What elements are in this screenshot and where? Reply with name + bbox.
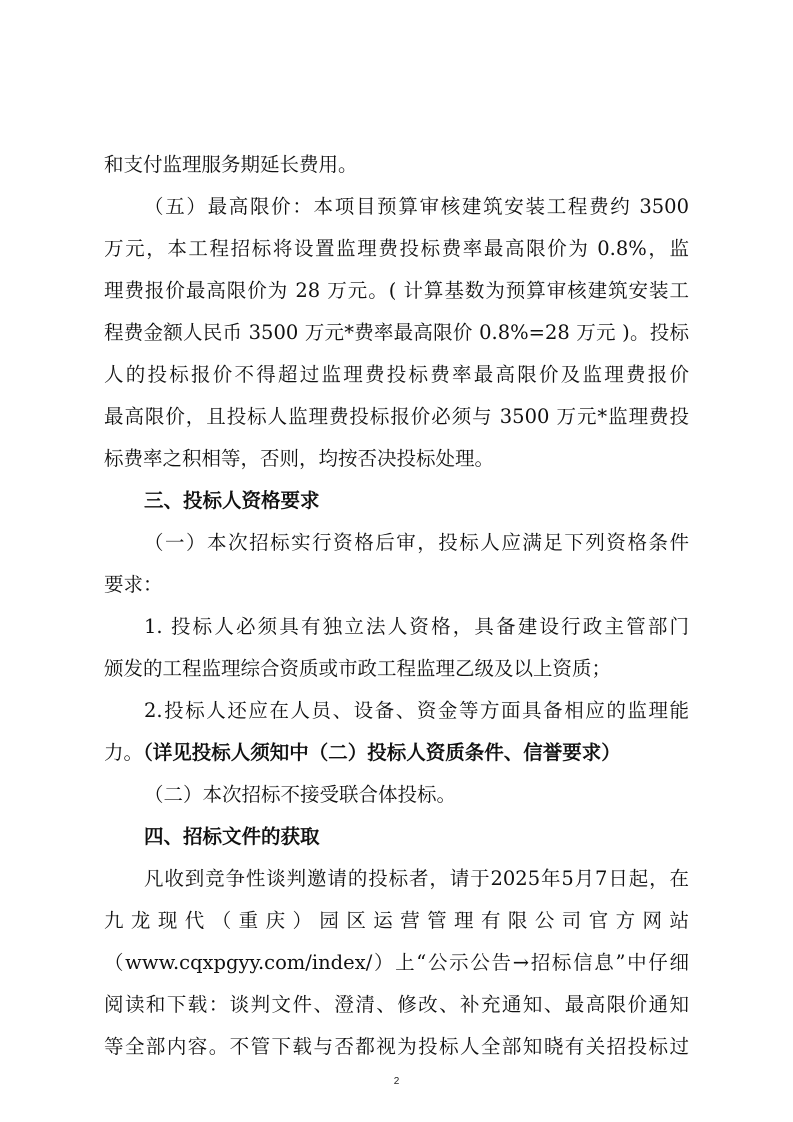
paragraph-line-18: 凡收到竞争性谈判邀请的投标者，请于2025年5月7日起，在 — [144, 867, 689, 890]
section-heading-4: 四、招标文件的获取 — [144, 825, 320, 848]
paragraph-line-16: （二）本次招标不接受联合体投标。 — [144, 783, 457, 806]
paragraph-line-6: 人的投标报价不得超过监理费投标费率最高限价及监理费报价 — [104, 363, 689, 386]
paragraph-line-2: （五）最高限价：本项目预算审核建筑安装工程费约 3500 — [144, 195, 689, 218]
paragraph-line-22: 等全部内容。不管下载与否都视为投标人全部知晓有关招投标过 — [104, 1035, 689, 1058]
section-heading-3: 三、投标人资格要求 — [144, 489, 320, 512]
paragraph-line-4: 理费报价最高限价为 28 万元。( 计算基数为预算审核建筑安装工 — [104, 279, 689, 302]
paragraph-line-1: 和支付监理服务期延长费用。 — [104, 153, 358, 176]
paragraph-line-11: 要求： — [104, 573, 163, 596]
paragraph-line-3: 万元，本工程招标将设置监理费投标费率最高限价为 0.8%，监 — [104, 237, 689, 260]
paragraph-line-20: （www.cqxpgyy.com/index/）上“公示公告→招标信息”中仔细 — [104, 951, 689, 974]
paragraph-line-14: 2.投标人还应在人员、设备、资金等方面具备相应的监理能 — [144, 699, 689, 722]
paragraph-line-5: 程费金额人民币 3500 万元*费率最高限价 0.8%=28 万元 )。投标 — [104, 321, 689, 344]
paragraph-line-21: 阅读和下载：谈判文件、澄清、修改、补充通知、最高限价通知 — [104, 993, 689, 1016]
paragraph-line-8: 标费率之积相等，否则，均按否决投标处理。 — [104, 447, 495, 470]
paragraph-line-13: 颁发的工程监理综合资质或市政工程监理乙级及以上资质； — [104, 657, 612, 680]
paragraph-line-15-start: 力。 — [104, 741, 144, 764]
bold-reference-note: （详见投标人须知中（二）投标人资质条件、信誉要求） — [143, 741, 621, 764]
paragraph-line-15 — [104, 732, 689, 774]
paragraph-line-10: （一）本次招标实行资格后审，投标人应满足下列资格条件 — [144, 531, 689, 554]
paragraph-line-19: 九龙现代（重庆）园区运营管理有限公司官方网站 — [104, 909, 689, 932]
paragraph-line-12: 1. 投标人必须具有独立法人资格，具备建设行政主管部门 — [144, 615, 689, 638]
paragraph-line-7: 最高限价，且投标人监理费投标报价必须与 3500 万元*监理费投 — [104, 405, 689, 428]
page-number: 2 — [393, 1076, 400, 1087]
